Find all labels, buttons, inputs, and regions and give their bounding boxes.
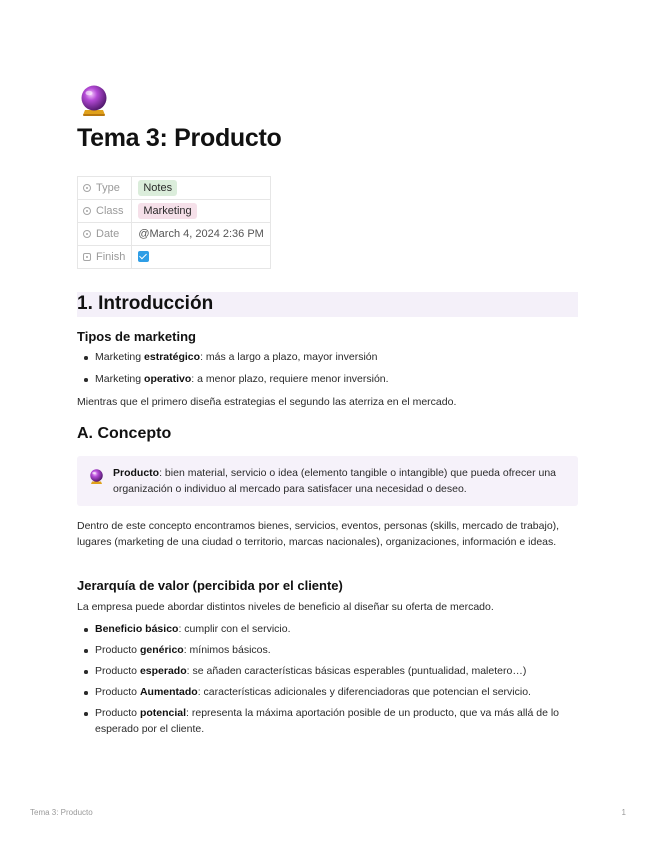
checkbox-icon [83, 253, 91, 261]
section-heading-introduccion: 1. Introducción [77, 293, 214, 314]
footer-title: Tema 3: Producto [30, 808, 93, 817]
clock-icon [83, 230, 91, 238]
property-key: Finish [96, 251, 126, 263]
callout-box [77, 456, 578, 506]
jerarquia-intro: La empresa puede abordar distintos niveles de beneficio al diseñar su oferta de mercado. [77, 601, 494, 613]
property-row-finish[interactable] [78, 246, 271, 269]
value-hierarchy-list [77, 621, 578, 737]
property-key: Type [96, 182, 120, 194]
list-item: Producto potencial: representa la máxima aportación posible de un producto, que va más allá de lo esperado por el cliente. [77, 705, 578, 737]
type-tag[interactable]: Notes [138, 180, 177, 196]
page-title: Tema 3: Producto [77, 124, 282, 152]
property-row-date[interactable] [78, 223, 271, 246]
property-row-type[interactable] [78, 177, 271, 200]
date-value[interactable]: @March 4, 2024 2:36 PM [138, 228, 264, 240]
select-icon [83, 207, 91, 215]
list-item: Producto genérico: mínimos básicos. [77, 642, 578, 658]
page-number: 1 [621, 808, 626, 817]
crystal-ball-icon [88, 468, 105, 485]
property-key: Class [96, 205, 124, 217]
list-item: Producto esperado: se añaden características básicas esperables (puntualidad, maletero…) [77, 663, 578, 679]
subheading-jerarquia-valor: Jerarquía de valor (percibida por el cliente) [77, 578, 343, 593]
list-item: Marketing operativo: a menor plazo, requiere menor inversión. [77, 371, 578, 387]
list-item: Beneficio básico: cumplir con el servicio. [77, 621, 578, 637]
class-tag[interactable]: Marketing [138, 203, 196, 219]
list-item: Marketing estratégico: más a largo a plazo, mayor inversión [77, 349, 578, 365]
crystal-ball-icon [77, 83, 111, 117]
subheading-tipos-marketing: Tipos de marketing [77, 329, 196, 344]
property-key: Date [96, 228, 120, 240]
finish-checkbox[interactable] [138, 251, 149, 262]
marketing-types-list [77, 349, 578, 387]
properties-table [77, 176, 271, 269]
section-heading-concepto: A. Concepto [77, 425, 172, 442]
callout-text: Producto: bien material, servicio o idea (elemento tangible o intangible) que pueda ofrecer una organización o individuo al mercado para satisfacer una necesidad o deseo. [113, 467, 557, 495]
concepto-paragraph: Dentro de este concepto encontramos bienes, servicios, eventos, personas (skills, mercado de trabajo), lugares (marketing de una ciudad o territorio, marcas nacionales), organizaciones, información e ideas. [77, 520, 560, 548]
property-row-class[interactable] [78, 200, 271, 223]
select-icon [83, 184, 91, 192]
list-item: Producto Aumentado: características adicionales y diferenciadoras que potencian el servicio. [77, 684, 578, 700]
intro-paragraph: Mientras que el primero diseña estrategias el segundo las aterriza en el mercado. [77, 396, 457, 408]
